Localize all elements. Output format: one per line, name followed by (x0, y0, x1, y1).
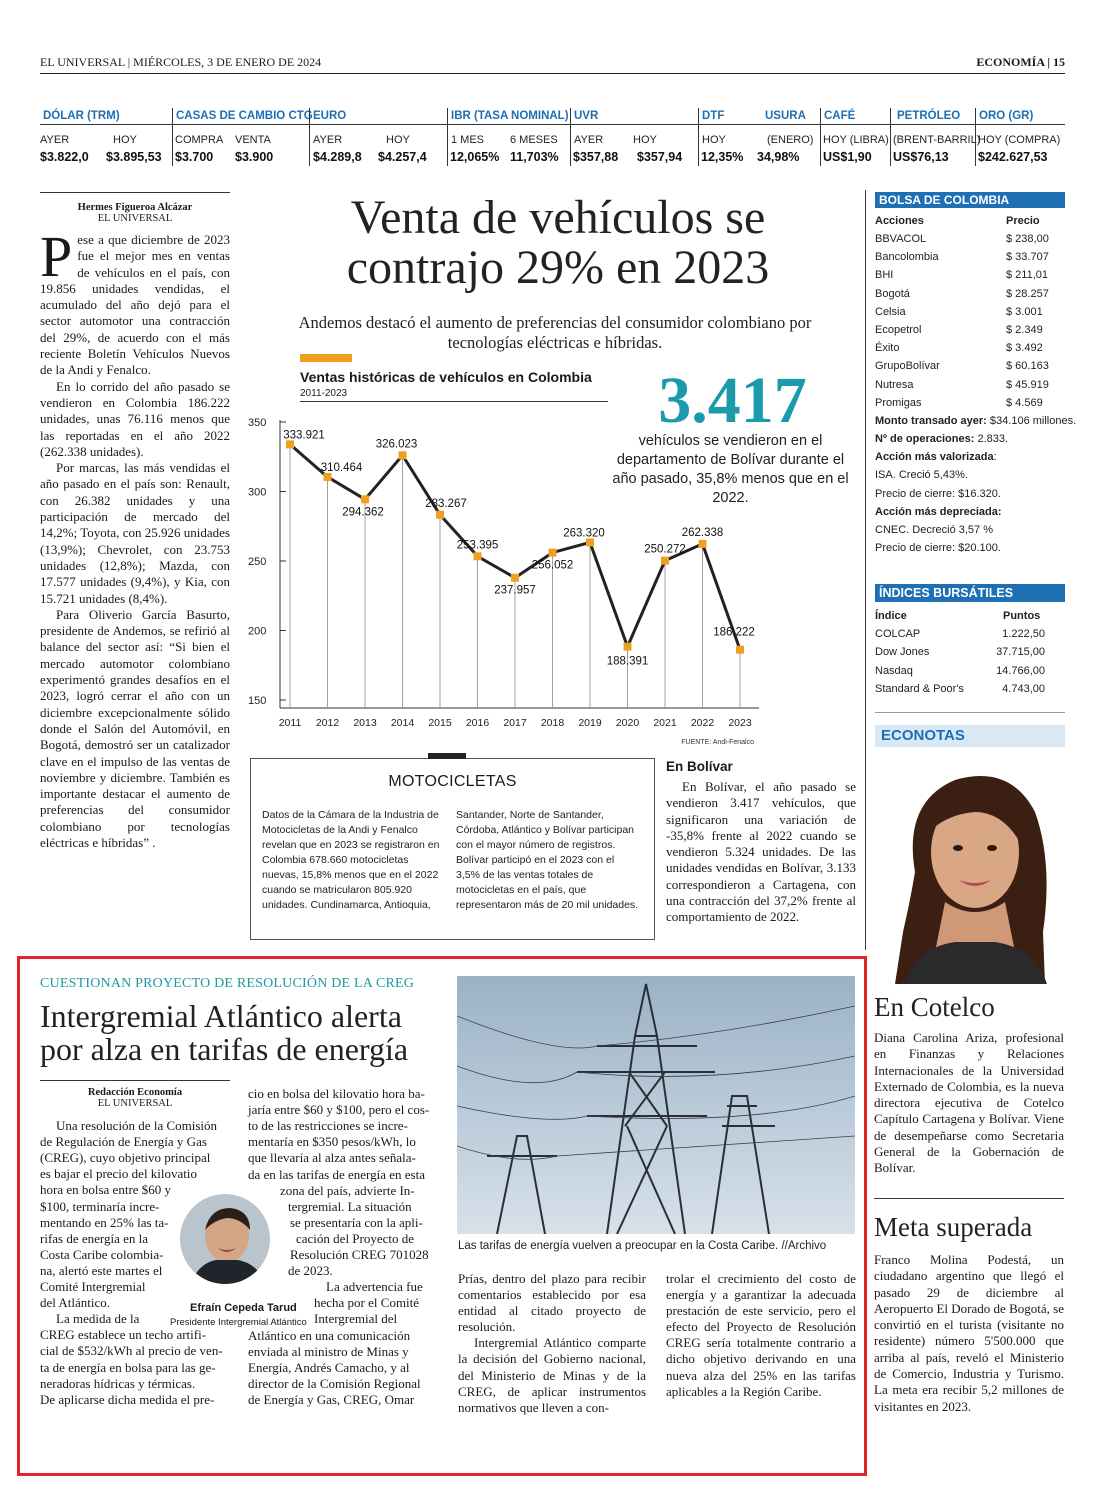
text-line: que llevaría al alza antes señala- (248, 1150, 416, 1166)
market-value: US$76,13 (893, 150, 949, 164)
market-title: UVR (574, 110, 599, 122)
main-subtitle: Andemos destacó el aumento de preferencias del consumidor colombiano por tecnologías eléctricas e híbridas. (298, 313, 812, 352)
index-row (875, 625, 1065, 643)
photo-caption: Las tarifas de energía vuelven a preocupar en la Costa Caribe. //Archivo (458, 1240, 827, 1252)
big-number-text: vehículos se vendieron en el departamento de Bolívar durante el año pasado, 35,8% menos que en el 2022. (612, 433, 849, 506)
text-line: hecha por el Comité (314, 1295, 420, 1311)
text-line: Energía, Andrés Camacho, y al (248, 1359, 410, 1375)
text-line: Atlántico en una comunicación (248, 1327, 411, 1343)
data-point (661, 557, 669, 565)
market-value: 12,35% (701, 150, 744, 164)
bolsa-row (875, 321, 1065, 339)
text-line: se presentaría con la apli- (290, 1214, 423, 1230)
text-line: na, alertó este martes el (40, 1262, 163, 1278)
data-label: 250.272 (644, 543, 686, 556)
energy-byline-rule (40, 1080, 230, 1081)
y-tick-label: 250 (248, 556, 267, 568)
stock-name: BBVACOL (875, 233, 927, 245)
market-sub: AYER (574, 134, 604, 146)
menos-label: Acción más depreciada: (875, 505, 1002, 518)
note-title-meta: Meta superada (874, 1212, 1033, 1242)
stock-price: $ 238,00 (1006, 233, 1049, 245)
mas-line: ISA. Creció 5,43%. (875, 469, 968, 482)
text-line: de Regulación de Energía y Gas (40, 1134, 207, 1150)
author-name: Redacción Economía (87, 1087, 183, 1098)
market-title: PETRÓLEO (897, 110, 961, 122)
market-title: CAFÉ (824, 110, 856, 122)
econotas-header: ECONOTAS (875, 725, 1065, 747)
ops-label: Nº de operaciones: (875, 433, 975, 446)
bolsa-rows (875, 230, 1065, 412)
article-paragraph (40, 224, 231, 379)
data-point (361, 495, 369, 503)
text-line: jaría entre $60 y $100, pero el cos- (248, 1102, 430, 1118)
text-line: to de las restricciones se incre- (248, 1118, 408, 1134)
data-point (324, 473, 332, 481)
diana-ariza-portrait (875, 752, 1065, 984)
market-sub: AYER (313, 134, 343, 146)
data-label: 326.023 (375, 438, 418, 451)
text-line: Una resolución de la Comisión (56, 1118, 218, 1133)
bolivar-body (666, 779, 856, 926)
index-name: Nasdaq (875, 664, 913, 677)
stock-name: Ecopetrol (875, 323, 922, 336)
stock-name: GrupoBolívar (875, 360, 940, 373)
article-paragraph: Prías, dentro del plazo para recibir comentarios establecido por esa entidad al citado proyecto de resolución. (458, 1271, 646, 1335)
data-point (586, 538, 594, 546)
text-line: (CREG), cuyo objetivo principal (40, 1150, 211, 1166)
bolsa-row (875, 248, 1065, 266)
market-sub: HOY (COMPRA) (978, 134, 1061, 146)
article-paragraph: Para Oliverio García Basurto, presidente de Andemos, se refirió al balance del sector así: “Si bien el mercado automotor colombiano experimentó grandes desafíos en el 2023, logró cerrar el año con un diciembre excepcionalmente sólido donde el Salón del Automóvil, en Bogotá, demostró ser un catalizador clave en el impulso de las ventas de noviembre y diciembre. También es importante destacar el aumento de preferencias del consumidor colombiano por tecnologías eléctricas e híbridas” . (40, 606, 230, 850)
bolsa-row (875, 394, 1065, 412)
stock-name: BHI (875, 269, 894, 282)
ops-value: 2.833. (977, 433, 1009, 446)
index-row (875, 643, 1065, 661)
inset-role: Presidente Intergremial Atlántico (170, 1317, 307, 1328)
market-uvr (570, 108, 698, 166)
market-sub: (BRENT-BARRIL) (893, 134, 981, 146)
market-sub: HOY (702, 134, 726, 146)
markets-rule (40, 124, 1065, 125)
moto-title: MOTOCICLETAS (388, 773, 517, 790)
stock-price: $ 60.163 (1006, 360, 1049, 373)
headline-line: Venta de vehículos se (350, 191, 766, 244)
stock-price: $ 28.257 (1006, 287, 1049, 300)
market-value: $242.627,53 (978, 150, 1048, 164)
market-sub: HOY (113, 134, 137, 146)
y-tick-label: 150 (248, 695, 267, 707)
market-sub: 1 MES (451, 134, 485, 146)
x-tick-label: 2012 (315, 717, 340, 729)
moto-col-1: Datos de la Cámara de la Industria de Motocicletas de la Andi y Fenalco revelan que en 2023 se registraron en Colombia 678.660 motocicletas nuevas, 15,8% menos que en el 2022 cuando se matricularon 805.920 unidades. Cundinamarca, Antioquia, (262, 809, 440, 911)
left-article-body (40, 224, 231, 851)
text-line: $100, terminaría incre- (40, 1198, 160, 1214)
text-line: ta de energía en bolsa para las ge- (40, 1359, 216, 1375)
data-label: 294.362 (342, 506, 384, 519)
right-column-rule (865, 190, 866, 950)
markets-table (40, 108, 1065, 168)
bolsa-row (875, 357, 1065, 375)
y-tick-label: 200 (248, 625, 267, 638)
data-point (286, 440, 294, 448)
x-tick-label: 2017 (503, 717, 527, 729)
paragraph-text: vendidas, el acumulado del año dejó para el sector automotor una contracción del 29%, de acuerdo con el más reciente Boletín Vehículos Nuevos de la Andi y Fenalco. (40, 280, 231, 378)
bolsa-row (875, 339, 1065, 357)
x-tick-label: 2018 (540, 717, 565, 729)
article-paragraph: trolar el crecimiento del costo de energía y a garantizar la adecuada prestación de este servicio, pero el efecto del Proyecto de Resolución CREG sería totalmente contrario a dicho objetivo derivando en una nueva alza del 25% en las tarifas aplicables a la Región Caribe. (666, 1271, 856, 1399)
power-tower-photo (457, 976, 855, 1234)
left-byline (40, 202, 230, 224)
page-header (40, 55, 1065, 71)
stock-price: $ 2.349 (1006, 323, 1043, 336)
data-label: 253.395 (456, 539, 499, 552)
article-paragraph: Intergremial Atlántico comparte la decisión del Gobierno nacional, del Ministerio de Minas y de la CREG, de aplicar instrumentos normativos que lleven a con- (458, 1335, 646, 1415)
market-cafe (820, 108, 890, 166)
first-line: país, con 19.856 unidades (40, 264, 230, 296)
market-value: $3.822,0 (40, 150, 89, 164)
energy-col-3 (458, 1271, 646, 1416)
text-line: mentando en 25% las ta- (40, 1214, 169, 1230)
chart-title: Ventas históricas de vehículos en Colombia (300, 369, 592, 385)
energy-headline (40, 1000, 460, 1066)
bolsa-header: BOLSA DE COLOMBIA (875, 192, 1065, 208)
text-line: director de la Comisión Regional (248, 1375, 421, 1391)
text-line: CREG establece un techo artifi- (40, 1327, 207, 1343)
text-line: De aplicarse dicha medida el pre- (40, 1391, 215, 1407)
market-dtf-usura (698, 108, 820, 166)
left-rule (40, 192, 230, 193)
section-page: ECONOMÍA | 15 (976, 55, 1065, 69)
col-head: Precio (1006, 215, 1040, 227)
note-text-meta (874, 1252, 1064, 1415)
market-title: EURO (313, 110, 347, 122)
text-line: neradoras hídricas y térmicas. (40, 1375, 196, 1391)
bolivar-heading: En Bolívar (666, 759, 733, 774)
col-head: Índice (875, 610, 907, 622)
bolsa-table: Acciones Precio BBVACOL $ 238,00 Bancolombia $ 33.707 BHI $ 211,01 Bogotá $ 28.257 Celsia $ 3.001 Ecopetrol $ 2.349 Éxito $ 3.492 GrupoBolívar $ 60.163 Nutresa $ 45.919 Promigas $ 4.569 Monto transado ayer: $34.106 millones. Nº de operaciones: 2.833. Acción más valorizada: ISA. Creció 5,43%. Precio de cierre: $16.320. Acción más depreciada: CNEC. Decreció 3,57 % Precio de cierre: $20.100. (875, 212, 1065, 558)
stock-name: Éxito (875, 342, 900, 355)
header-rule (40, 73, 1065, 74)
text-line: Comité Intergremial (40, 1279, 146, 1294)
market-title: CASAS DE CAMBIO CTG (176, 110, 313, 122)
market-ibr (447, 108, 570, 166)
menos-line: Precio de cierre: $20.100. (875, 542, 1001, 555)
x-tick-label: 2013 (353, 717, 377, 729)
y-tick-label: 300 (248, 486, 267, 499)
data-label: 186.222 (713, 626, 755, 639)
stock-price: $ 33.707 (1006, 251, 1049, 264)
stock-price: $ 211,01 (1006, 269, 1049, 282)
data-label: 237.957 (494, 584, 536, 597)
index-value: 4.743,00 (1002, 683, 1045, 696)
x-tick-label: 2016 (465, 717, 490, 729)
bolsa-row (875, 266, 1065, 284)
market-title: ORO (GR) (979, 110, 1034, 122)
market-sub: COMPRA (175, 134, 224, 146)
text-line: cial de $532/kWh al precio de ven- (40, 1343, 223, 1359)
text-line: tergremial. La situación (288, 1198, 412, 1214)
market-value: $3.900 (235, 150, 274, 164)
chart-source: FUENTE: Andi-Fenalco (681, 739, 754, 746)
market-dolar (40, 108, 170, 166)
data-point (474, 552, 482, 560)
market-title: DÓLAR (TRM) (43, 110, 120, 122)
chart-subtitle: 2011-2023 (300, 388, 348, 399)
energy-col-2 (248, 1086, 438, 1426)
indices-header: ÍNDICES BURSÁTILES (875, 584, 1065, 602)
note-paragraph: Franco Molina Podestá, un ciudadano argentino que llegó el pasado 29 de diciembre al Aeropuerto El Dorado de Bogotá, se convirtió en el turista (visitante no residente) número 5'500.000 que arriba al país, reveló el Ministerio de Comercio, Industria y Turismo. La meta era recibir 5,2 millones de visitantes en 2023. (874, 1252, 1064, 1414)
text-line: cio en bolsa del kilovatio hora ba- (248, 1086, 425, 1101)
author-outlet: EL UNIVERSAL (97, 1098, 173, 1109)
market-value: 34,98% (757, 150, 800, 164)
bolsa-row (875, 376, 1065, 394)
market-title: USURA (765, 110, 806, 122)
data-label: 263.320 (563, 527, 605, 540)
data-point (699, 540, 707, 548)
text-line: rifas de energía en la (40, 1230, 149, 1246)
energy-kicker: CUESTIONAN PROYECTO DE RESOLUCIÓN DE LA CREG (40, 976, 415, 991)
market-sub: HOY (633, 134, 657, 146)
x-tick-label: 2011 (278, 717, 302, 729)
indices-rows (875, 625, 1065, 699)
author-name: Hermes Figueroa Alcázar (77, 202, 193, 213)
index-name: Standard & Poor's (875, 683, 964, 696)
y-tick-label: 350 (248, 417, 267, 429)
main-headline (268, 193, 848, 293)
mas-line: Precio de cierre: $16.320. (875, 487, 1001, 500)
article-paragraph: En lo corrido del año pasado se vendieron en Colombia 186.222 unidades, unas 76.116 menos que las reportadas en el año 2022 (262.338 unidades). (40, 378, 230, 459)
market-value: $3.895,53 (106, 150, 162, 164)
text-line: zona del país, advierte In- (280, 1182, 415, 1198)
first-line: ese a que diciembre de (77, 232, 200, 247)
note-paragraph: Diana Carolina Ariza, profesional en Finanzas y Relaciones Internacionales de la Universidad Externado de Colombia, es la nueva directora ejecutiva de Cotelco Capítulo Cartagena y Bolívar. Viene de desempeñarse como Secretaria General de la Gobernación de Bolívar. (874, 1030, 1064, 1176)
first-line: 2023 fue el mejor mes en (77, 232, 231, 264)
note-text-cotelco (874, 1030, 1064, 1177)
market-oro (975, 108, 1065, 166)
index-name: COLCAP (875, 628, 921, 640)
index-value: 1.222,50 (1002, 628, 1045, 640)
text-line: mentaría en $350 pesos/kWh, lo (248, 1134, 416, 1150)
text-line: enviada al ministro de Minas y (248, 1343, 409, 1359)
data-point (549, 549, 557, 557)
text-line: cación del Proyecto de (296, 1230, 415, 1246)
index-row (875, 662, 1065, 680)
stock-name: Promigas (875, 396, 922, 409)
data-label: 188.391 (606, 655, 649, 668)
chart-accent-bar (300, 354, 352, 362)
indices-table (875, 607, 1065, 699)
market-value: $4.289,8 (313, 150, 362, 164)
note-title-cotelco: En Cotelco (874, 992, 995, 1022)
data-point (511, 574, 519, 582)
text-line: de 2023. (288, 1263, 333, 1279)
x-tick-label: 2020 (615, 717, 640, 729)
stock-price: $ 45.919 (1006, 378, 1049, 391)
energy-col-4 (666, 1271, 856, 1400)
index-value: 14.766,00 (996, 664, 1045, 677)
first-line: ventas de vehículos en el (77, 248, 230, 280)
note-rule (874, 1198, 1064, 1199)
author-outlet: EL UNIVERSAL (97, 213, 173, 224)
text-line: de Energía y Gas, CREG, Omar (248, 1391, 415, 1407)
text-line: Intergremial del (314, 1311, 398, 1327)
index-value: 37.715,00 (996, 646, 1045, 659)
monto-value: $34.106 millones. (989, 414, 1077, 427)
stock-name: Nutresa (875, 378, 914, 391)
energy-col-1 (40, 1118, 230, 1428)
market-value: 12,065% (450, 150, 500, 164)
market-title: IBR (TASA NOMINAL) (451, 110, 569, 122)
text-line: hora en bolsa entre $60 y (40, 1182, 172, 1198)
x-tick-label: 2015 (428, 717, 452, 729)
data-label: 283.267 (425, 497, 467, 510)
market-sub: AYER (40, 134, 70, 146)
x-tick-label: 2022 (690, 717, 715, 729)
data-point (399, 451, 407, 459)
indices-rule (875, 712, 1065, 713)
monto-label: Monto transado ayer: (875, 414, 987, 427)
text-line: da en las tarifas de energía en esta (248, 1166, 425, 1182)
bolivar-paragraph: En Bolívar, el año pasado se vendieron 3.417 vehículos, que significaron una variación de -35,8% frente al 2022 cuando se vendieron 5.324 unidades. De las unidades vendidas en Bolívar, 3.133 correspondieron a Cartagena, con una contracción del 37,2% frente al comportamiento de 2022. (666, 779, 856, 925)
market-value: 11,703% (510, 150, 559, 164)
text-line: Resolución CREG 701028 (290, 1247, 429, 1262)
market-casas-cambio (172, 108, 313, 166)
x-tick-label: 2019 (578, 717, 602, 729)
inset-name: Efraín Cepeda Tarud (190, 1302, 297, 1314)
market-sub: HOY (LIBRA) (823, 134, 889, 146)
text-line: La advertencia fue (326, 1279, 423, 1295)
mas-label: Acción más valorizada (875, 451, 994, 464)
stock-name: Celsia (875, 305, 906, 318)
stock-price: $ 4.569 (1006, 396, 1043, 409)
x-tick-label: 2021 (653, 717, 677, 729)
stock-price: $ 3.492 (1006, 342, 1043, 355)
market-petroleo (890, 108, 981, 166)
article-paragraph: Por marcas, las más vendidas el año pasado en el país son: Renault, con 26.382 unidades y una participación de mercado del 14,2%; Toyota, con 25.926 unidades (13,9%); Chevrolet, con 23.753 unidades (12,8%); Mazda, con 17.577 unidades (9,4%), y Kia, con 15.721 unidades (8,4%). (40, 460, 230, 606)
data-point (624, 643, 632, 651)
market-euro (309, 108, 447, 166)
col-head: Puntos (1003, 610, 1041, 622)
data-point (736, 646, 744, 654)
market-sub: VENTA (235, 134, 271, 146)
market-value: $357,88 (573, 150, 619, 164)
data-label: 310.464 (320, 461, 363, 474)
menos-line: CNEC. Decreció 3,57 % (875, 524, 993, 537)
headline-line: contrajo 29% en 2023 (346, 241, 770, 294)
energy-byline (40, 1087, 230, 1109)
dropcap: P (40, 224, 73, 289)
market-value: US$1,90 (823, 150, 872, 164)
market-sub: HOY (386, 134, 410, 146)
col-head: Acciones (875, 215, 924, 227)
market-value: $3.700 (175, 150, 214, 164)
moto-col-2: Santander, Norte de Santander, Córdoba, Atlántico y Bolívar participan con el mayor número de registros. Bolívar participó en el 2023 con el 3,5% de las ventas totales de motocicletas en el país, que representaron más de 20 mil unidades. (456, 809, 639, 911)
text-line: del Atlántico. (40, 1295, 111, 1311)
text-line: Costa Caribe colombia- (40, 1246, 164, 1262)
headline-line: Intergremial Atlántico alerta (40, 998, 402, 1034)
bolsa-row (875, 230, 1065, 248)
market-value: $4.257,4 (378, 150, 427, 164)
data-label: 262.338 (681, 526, 724, 539)
stock-price: $ 3.001 (1006, 305, 1043, 318)
big-number: 3.417 (658, 364, 807, 437)
x-tick-label: 2014 (390, 717, 415, 729)
stock-name: Bogotá (875, 287, 910, 300)
bolsa-row (875, 303, 1065, 321)
x-tick-label: 2023 (728, 717, 752, 729)
index-name: Dow Jones (875, 646, 930, 659)
index-row (875, 680, 1065, 698)
headline-line: por alza en tarifas de energía (40, 1031, 409, 1067)
market-sub: 6 MESES (510, 134, 558, 146)
market-sub: (ENERO) (767, 134, 814, 146)
market-value: $357,94 (637, 150, 683, 164)
text-line: es bajar el precio del kilovatio (40, 1166, 198, 1182)
data-label: 256.052 (531, 559, 574, 572)
stock-name: Bancolombia (875, 251, 939, 264)
market-title: DTF (702, 110, 725, 122)
data-point (436, 511, 444, 519)
text-line: La medida de la (56, 1311, 140, 1327)
bolsa-row (875, 285, 1065, 303)
header-date: EL UNIVERSAL | MIÉRCOLES, 3 DE ENERO DE 2024 (40, 55, 322, 69)
data-label: 333.921 (283, 429, 325, 442)
